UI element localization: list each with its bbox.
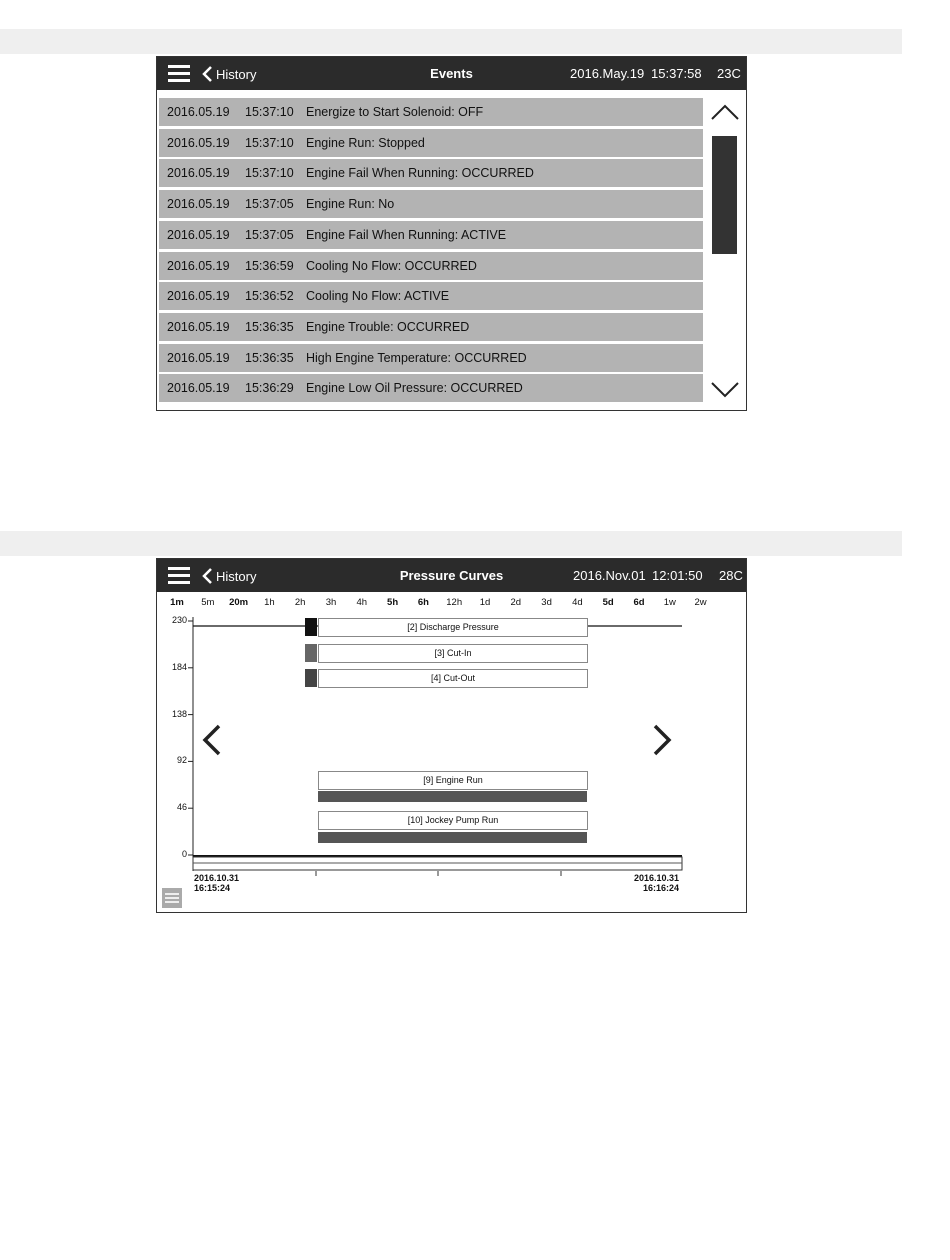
event-text: Cooling No Flow: OCCURRED — [306, 258, 477, 273]
scrollbar-thumb[interactable] — [712, 136, 737, 254]
event-row[interactable] — [159, 313, 703, 341]
header-date: 2016.May.19 — [570, 66, 645, 81]
time-scale-12h[interactable]: 12h — [446, 597, 463, 608]
next-button[interactable] — [649, 723, 675, 757]
event-row[interactable] — [159, 129, 703, 157]
y-tick-label: 138 — [171, 708, 187, 719]
event-time: 15:36:35 — [245, 319, 294, 334]
time-scale-2w[interactable]: 2w — [694, 597, 707, 608]
y-tick-label: 0 — [181, 849, 187, 859]
event-date: 2016.05.19 — [167, 350, 230, 365]
legend-discharge-pressure[interactable]: [2] Discharge Pressure — [318, 618, 588, 637]
event-text: Engine Run: No — [306, 197, 395, 212]
time-scale-4h[interactable]: 4h — [356, 597, 368, 608]
y-tick-label: 184 — [171, 661, 187, 672]
time-scale-4d[interactable]: 4d — [572, 597, 583, 608]
event-text: Engine Fail When Running: ACTIVE — [306, 227, 507, 242]
header-date: 2016.Nov.01 — [573, 568, 646, 583]
y-tick-label: 230 — [171, 615, 187, 625]
x-start-date: 2016.10.31 — [194, 873, 240, 883]
header-time: 15:37:58 — [651, 66, 702, 81]
event-date: 2016.05.19 — [167, 319, 230, 334]
event-time: 15:37:10 — [245, 105, 294, 119]
event-date: 2016.05.19 — [167, 197, 230, 212]
event-text: Energize to Start Solenoid: OFF — [306, 105, 484, 119]
time-scale-1h[interactable]: 1h — [264, 597, 275, 608]
event-row[interactable] — [159, 159, 703, 187]
header-time: 12:01:50 — [652, 568, 703, 583]
chevron-right-icon — [655, 726, 669, 754]
legend-engine-run[interactable]: [9] Engine Run — [318, 771, 588, 790]
legend-jockey-pump-run[interactable]: [10] Jockey Pump Run — [318, 811, 588, 830]
event-date: 2016.05.19 — [167, 258, 230, 273]
event-row[interactable] — [159, 282, 703, 310]
time-scale-1m[interactable]: 1m — [170, 597, 184, 608]
time-scale-5h[interactable]: 5h — [387, 597, 399, 608]
time-scale-20m[interactable]: 20m — [229, 597, 249, 608]
list-icon[interactable] — [162, 888, 182, 908]
legend-cut-in[interactable]: [3] Cut-In — [318, 644, 588, 663]
section-band-top — [0, 29, 902, 54]
time-scale-1d[interactable]: 1d — [479, 597, 491, 608]
x-end-label — [631, 873, 679, 893]
event-row[interactable] — [159, 221, 703, 249]
event-date: 2016.05.19 — [167, 135, 230, 150]
event-time: 15:37:05 — [245, 197, 294, 212]
page-title: Events — [430, 66, 473, 81]
legend-swatch — [305, 669, 317, 687]
event-row[interactable] — [159, 190, 703, 218]
x-end-time: 16:16:24 — [642, 883, 679, 893]
event-text: Engine Trouble: OCCURRED — [306, 319, 470, 334]
event-time: 15:37:10 — [245, 166, 294, 181]
event-time: 15:36:35 — [245, 350, 294, 365]
event-text: Engine Low Oil Pressure: OCCURRED — [306, 381, 523, 396]
pressure-curves-screen — [156, 558, 747, 913]
event-date: 2016.05.19 — [167, 105, 230, 119]
event-time: 15:36:29 — [245, 381, 294, 396]
event-time: 15:37:05 — [245, 227, 294, 242]
time-scale-2d[interactable]: 2d — [510, 597, 522, 608]
event-date: 2016.05.19 — [167, 166, 230, 181]
chevron-up-icon — [712, 106, 738, 119]
event-row[interactable] — [159, 344, 703, 372]
time-scale-5m[interactable]: 5m — [201, 597, 215, 608]
chevron-left-icon — [205, 726, 219, 754]
scroll-down-button[interactable] — [709, 377, 741, 403]
y-tick-label: 92 — [176, 755, 187, 766]
legend-cut-out[interactable]: [4] Cut-Out — [318, 669, 588, 688]
time-scale-3d[interactable]: 3d — [541, 597, 552, 608]
event-date: 2016.05.19 — [167, 289, 230, 304]
time-scale-6d[interactable]: 6d — [633, 597, 645, 608]
previous-button[interactable] — [199, 723, 225, 757]
time-scale-1w[interactable]: 1w — [663, 597, 676, 608]
event-text: High Engine Temperature: OCCURRED — [306, 350, 527, 365]
x-start-label — [194, 873, 239, 893]
page-title: Pressure Curves — [399, 568, 504, 583]
back-label: History — [216, 568, 257, 584]
event-row[interactable] — [159, 374, 703, 402]
legend-swatch — [305, 644, 317, 662]
y-tick-label: 46 — [176, 802, 187, 813]
event-text: Cooling No Flow: ACTIVE — [306, 289, 450, 304]
time-scale-2h[interactable]: 2h — [294, 597, 306, 608]
event-time: 15:36:59 — [245, 258, 294, 273]
event-date: 2016.05.19 — [167, 227, 230, 242]
x-end-date: 2016.10.31 — [633, 873, 679, 883]
back-label: History — [216, 66, 257, 82]
event-date: 2016.05.19 — [167, 381, 230, 396]
event-time: 15:36:52 — [245, 289, 294, 304]
event-row[interactable] — [159, 252, 703, 280]
jockey-pump-run-bar — [318, 832, 587, 843]
event-row[interactable] — [159, 98, 703, 126]
scroll-up-button[interactable] — [709, 99, 741, 125]
time-scale-6h[interactable]: 6h — [417, 597, 429, 608]
header-temperature: 28C — [719, 568, 743, 583]
legend-swatch — [305, 618, 317, 636]
x-start-time: 16:15:24 — [194, 883, 231, 893]
events-header — [157, 57, 746, 90]
events-screen — [156, 56, 747, 411]
chevron-down-icon — [712, 383, 738, 396]
time-scale-3h[interactable]: 3h — [325, 597, 337, 608]
section-band-bottom — [0, 531, 902, 556]
event-time: 15:37:10 — [245, 135, 294, 150]
header-temperature: 23C — [717, 66, 741, 81]
engine-run-bar — [318, 791, 587, 802]
event-text: Engine Run: Stopped — [306, 135, 425, 150]
time-scale-5d[interactable]: 5d — [602, 597, 614, 608]
event-text: Engine Fail When Running: OCCURRED — [306, 166, 534, 181]
